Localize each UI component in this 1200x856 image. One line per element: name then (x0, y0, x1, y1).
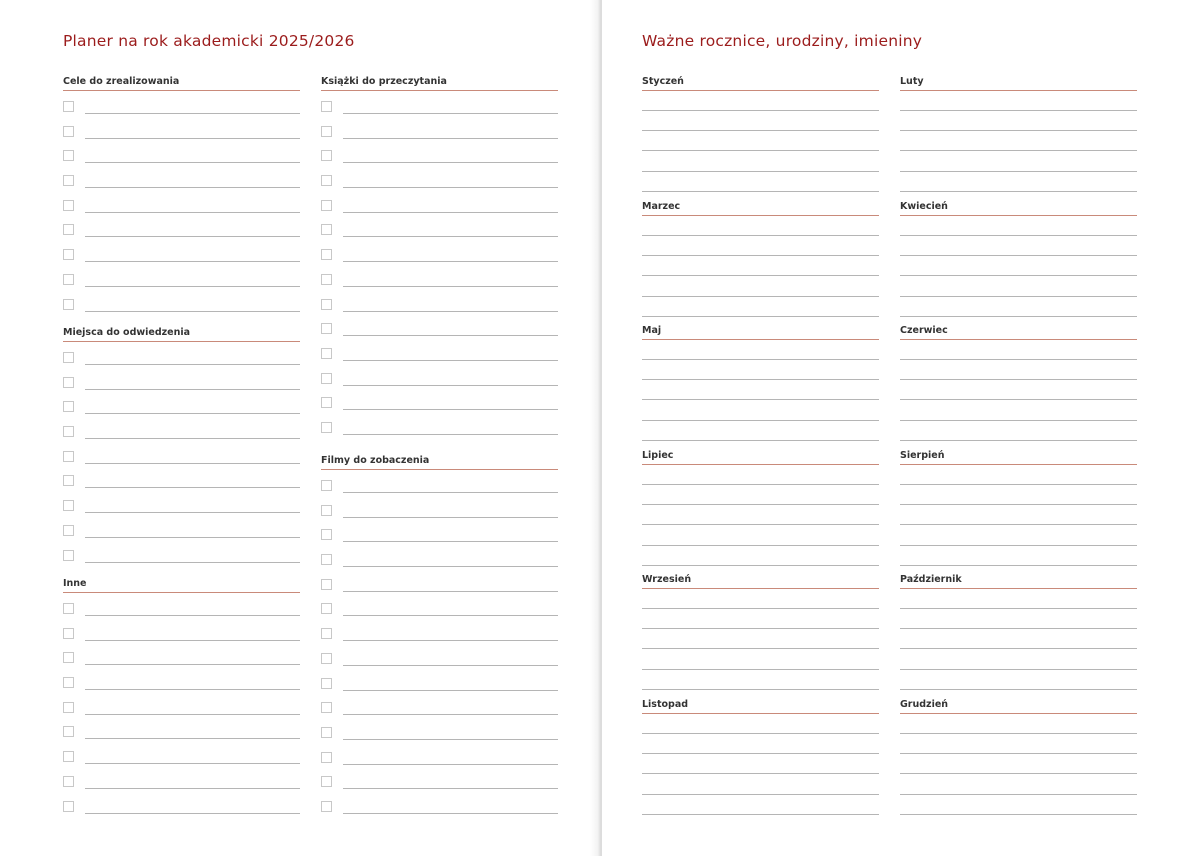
checklist-row (321, 544, 558, 569)
month-section (642, 698, 879, 815)
checkbox[interactable] (63, 726, 74, 737)
writing-row (642, 609, 879, 629)
writing-row (642, 277, 879, 297)
writing-line[interactable] (642, 814, 879, 815)
month-header: Wrzesień (642, 573, 879, 589)
writing-row (642, 340, 879, 360)
checklist-row (321, 618, 558, 643)
section-header: Książki do przeczytania (321, 75, 558, 91)
checkbox[interactable] (321, 801, 332, 812)
checklist-row (321, 264, 558, 289)
checklist-row (63, 465, 300, 490)
writing-line[interactable] (343, 640, 558, 641)
checkbox[interactable] (63, 175, 74, 186)
checklist-row (321, 519, 558, 544)
writing-row (642, 546, 879, 566)
checkbox[interactable] (321, 653, 332, 664)
writing-row (900, 546, 1137, 566)
checkbox[interactable] (321, 529, 332, 540)
checkbox[interactable] (321, 175, 332, 186)
checklist-row (321, 412, 558, 437)
checklist-row (321, 742, 558, 767)
writing-row (900, 775, 1137, 795)
month-section (642, 200, 879, 317)
checklist-row (321, 387, 558, 412)
checklist-row (321, 569, 558, 594)
writing-line[interactable] (85, 364, 300, 365)
writing-line[interactable] (85, 615, 300, 616)
checklist-row (321, 363, 558, 388)
checkbox[interactable] (321, 727, 332, 738)
left-page (0, 0, 598, 856)
checkbox[interactable] (321, 299, 332, 310)
month-header: Lipiec (642, 449, 879, 465)
checkbox[interactable] (63, 352, 74, 363)
month-section (900, 573, 1137, 690)
checkbox[interactable] (63, 426, 74, 437)
writing-line[interactable] (343, 385, 558, 386)
writing-line[interactable] (85, 562, 300, 563)
writing-line[interactable] (85, 286, 300, 287)
checklist-row (63, 593, 300, 618)
writing-line[interactable] (343, 286, 558, 287)
checklist-row (321, 140, 558, 165)
checklist-row (63, 239, 300, 264)
checklist-row (321, 495, 558, 520)
month-section (900, 200, 1137, 317)
month-header: Październik (900, 573, 1137, 589)
page-title: Planer na rok akademicki 2025/2026 (63, 32, 355, 50)
checklist-row (63, 289, 300, 314)
writing-row (900, 91, 1137, 111)
writing-line[interactable] (343, 690, 558, 691)
checklist-row (321, 717, 558, 742)
writing-row (900, 131, 1137, 151)
writing-row (642, 526, 879, 546)
checklist-row (63, 642, 300, 667)
writing-line[interactable] (85, 187, 300, 188)
writing-line[interactable] (85, 640, 300, 641)
month-section (642, 573, 879, 690)
month-header: Listopad (642, 698, 879, 714)
writing-row (642, 421, 879, 441)
writing-line[interactable] (85, 236, 300, 237)
checkbox[interactable] (63, 652, 74, 663)
checkbox[interactable] (63, 274, 74, 285)
checklist-row (63, 716, 300, 741)
writing-line[interactable] (85, 512, 300, 513)
writing-line[interactable] (343, 517, 558, 518)
writing-line[interactable] (900, 565, 1137, 566)
writing-line[interactable] (343, 714, 558, 715)
month-header: Styczeń (642, 75, 879, 91)
writing-row (642, 401, 879, 421)
checklist-row (321, 116, 558, 141)
section-other (63, 577, 300, 815)
writing-line[interactable] (642, 565, 879, 566)
checklist-row (63, 140, 300, 165)
writing-line[interactable] (642, 689, 879, 690)
writing-row (642, 131, 879, 151)
checkbox[interactable] (63, 451, 74, 462)
writing-row (642, 152, 879, 172)
checklist-row (321, 165, 558, 190)
checklist-row (321, 766, 558, 791)
section-films (321, 454, 558, 816)
writing-row (900, 505, 1137, 525)
checklist-row (321, 643, 558, 668)
writing-line[interactable] (343, 212, 558, 213)
writing-line[interactable] (343, 615, 558, 616)
checkbox[interactable] (63, 200, 74, 211)
writing-line[interactable] (343, 813, 558, 814)
month-header: Grudzień (900, 698, 1137, 714)
writing-row (900, 421, 1137, 441)
writing-line[interactable] (900, 191, 1137, 192)
writing-line[interactable] (85, 389, 300, 390)
month-header: Czerwiec (900, 324, 1137, 340)
checkbox[interactable] (63, 126, 74, 137)
writing-row (642, 589, 879, 609)
month-section (900, 75, 1137, 192)
writing-line[interactable] (642, 191, 879, 192)
checkbox[interactable] (321, 505, 332, 516)
checkbox[interactable] (63, 702, 74, 713)
checklist-row (321, 692, 558, 717)
month-section (642, 324, 879, 441)
checkbox[interactable] (321, 200, 332, 211)
writing-row (642, 734, 879, 754)
section-places (63, 326, 300, 564)
writing-line[interactable] (343, 409, 558, 410)
writing-line[interactable] (343, 788, 558, 789)
checkbox[interactable] (321, 150, 332, 161)
writing-row (642, 111, 879, 131)
checklist-row (321, 668, 558, 693)
writing-line[interactable] (85, 113, 300, 114)
writing-line[interactable] (85, 162, 300, 163)
writing-row (642, 650, 879, 670)
month-section (900, 324, 1137, 441)
checklist-row (63, 264, 300, 289)
checkbox[interactable] (321, 274, 332, 285)
checkbox[interactable] (63, 751, 74, 762)
writing-row (900, 795, 1137, 815)
checklist-row (63, 367, 300, 392)
writing-row (900, 629, 1137, 649)
checkbox[interactable] (63, 249, 74, 260)
writing-line[interactable] (343, 236, 558, 237)
checkbox[interactable] (321, 249, 332, 260)
checkbox[interactable] (321, 776, 332, 787)
writing-line[interactable] (85, 212, 300, 213)
month-section (642, 449, 879, 566)
checkbox[interactable] (321, 678, 332, 689)
writing-row (900, 734, 1137, 754)
checklist-row (321, 338, 558, 363)
checklist-row (321, 593, 558, 618)
writing-line[interactable] (85, 537, 300, 538)
checkbox[interactable] (321, 752, 332, 763)
section-header: Filmy do zobaczenia (321, 454, 558, 470)
writing-row (642, 754, 879, 774)
writing-row (642, 360, 879, 380)
writing-row (900, 216, 1137, 236)
checklist-row (63, 692, 300, 717)
checklist-row (63, 116, 300, 141)
writing-row (900, 340, 1137, 360)
checklist-row (63, 416, 300, 441)
month-section (900, 698, 1137, 815)
writing-line[interactable] (343, 739, 558, 740)
checkbox[interactable] (321, 224, 332, 235)
writing-line[interactable] (85, 487, 300, 488)
writing-row (900, 172, 1137, 192)
writing-row (900, 650, 1137, 670)
writing-line[interactable] (343, 591, 558, 592)
writing-line[interactable] (85, 664, 300, 665)
writing-row (900, 609, 1137, 629)
right-page (602, 0, 1200, 856)
checkbox[interactable] (321, 323, 332, 334)
checklist-row (63, 667, 300, 692)
writing-line[interactable] (642, 316, 879, 317)
writing-row (900, 401, 1137, 421)
checkbox[interactable] (63, 603, 74, 614)
writing-line[interactable] (85, 813, 300, 814)
writing-line[interactable] (343, 492, 558, 493)
writing-row (900, 360, 1137, 380)
checkbox[interactable] (63, 500, 74, 511)
writing-row (900, 754, 1137, 774)
checklist-row (63, 441, 300, 466)
checkbox[interactable] (321, 579, 332, 590)
checklist-row (321, 470, 558, 495)
section-header: Cele do zrealizowania (63, 75, 300, 91)
month-header: Maj (642, 324, 879, 340)
writing-line[interactable] (343, 311, 558, 312)
checkbox[interactable] (63, 224, 74, 235)
checklist-row (63, 618, 300, 643)
writing-row (900, 277, 1137, 297)
checkbox[interactable] (321, 126, 332, 137)
checklist-row (63, 391, 300, 416)
writing-line[interactable] (343, 261, 558, 262)
section-goals (63, 75, 300, 313)
month-section (642, 75, 879, 192)
checkbox[interactable] (63, 377, 74, 388)
writing-line[interactable] (343, 665, 558, 666)
writing-row (642, 236, 879, 256)
writing-line[interactable] (85, 311, 300, 312)
checkbox[interactable] (321, 603, 332, 614)
checklist-row (63, 540, 300, 565)
checklist-row (321, 313, 558, 338)
page-title: Ważne rocznice, urodziny, imieniny (642, 32, 923, 50)
writing-row (900, 236, 1137, 256)
checkbox[interactable] (321, 480, 332, 491)
checkbox[interactable] (63, 550, 74, 561)
writing-row (642, 795, 879, 815)
writing-line[interactable] (343, 138, 558, 139)
writing-row (642, 670, 879, 690)
writing-row (642, 465, 879, 485)
checklist-row (63, 91, 300, 116)
writing-line[interactable] (343, 541, 558, 542)
writing-line[interactable] (85, 788, 300, 789)
checkbox[interactable] (63, 801, 74, 812)
writing-line[interactable] (85, 438, 300, 439)
checklist-row (321, 214, 558, 239)
month-header: Kwiecień (900, 200, 1137, 216)
checklist-row (321, 239, 558, 264)
section-books (321, 75, 558, 437)
writing-line[interactable] (642, 440, 879, 441)
writing-row (642, 216, 879, 236)
checkbox[interactable] (63, 628, 74, 639)
checkbox[interactable] (63, 525, 74, 536)
checkbox[interactable] (321, 101, 332, 112)
writing-row (900, 589, 1137, 609)
writing-row (642, 172, 879, 192)
checklist-row (63, 342, 300, 367)
writing-line[interactable] (85, 261, 300, 262)
section-header: Inne (63, 577, 300, 593)
checkbox[interactable] (63, 475, 74, 486)
checkbox[interactable] (321, 373, 332, 384)
writing-row (642, 256, 879, 276)
writing-row (900, 152, 1137, 172)
writing-row (642, 505, 879, 525)
checklist-row (321, 791, 558, 816)
writing-row (642, 714, 879, 734)
writing-line[interactable] (85, 138, 300, 139)
checklist-row (321, 190, 558, 215)
writing-row (642, 380, 879, 400)
checkbox[interactable] (321, 554, 332, 565)
writing-line[interactable] (343, 187, 558, 188)
writing-row (900, 670, 1137, 690)
checkbox[interactable] (63, 677, 74, 688)
checklist-row (321, 289, 558, 314)
checkbox[interactable] (321, 628, 332, 639)
checkbox[interactable] (321, 397, 332, 408)
checkbox[interactable] (63, 776, 74, 787)
writing-row (642, 629, 879, 649)
month-header: Luty (900, 75, 1137, 91)
writing-line[interactable] (900, 316, 1137, 317)
writing-line[interactable] (343, 566, 558, 567)
checkbox[interactable] (321, 422, 332, 433)
month-section (900, 449, 1137, 566)
writing-line[interactable] (343, 764, 558, 765)
writing-line[interactable] (85, 689, 300, 690)
writing-line[interactable] (343, 360, 558, 361)
writing-line[interactable] (85, 463, 300, 464)
checklist-row (63, 490, 300, 515)
checklist-row (63, 165, 300, 190)
writing-row (900, 380, 1137, 400)
writing-line[interactable] (85, 413, 300, 414)
writing-row (642, 91, 879, 111)
writing-row (900, 111, 1137, 131)
writing-line[interactable] (85, 738, 300, 739)
writing-row (642, 297, 879, 317)
checklist-row (63, 766, 300, 791)
writing-line[interactable] (343, 335, 558, 336)
writing-line[interactable] (85, 714, 300, 715)
writing-line[interactable] (343, 162, 558, 163)
month-header: Marzec (642, 200, 879, 216)
checkbox[interactable] (63, 401, 74, 412)
checklist-row (321, 91, 558, 116)
writing-row (900, 526, 1137, 546)
writing-line[interactable] (343, 113, 558, 114)
checkbox[interactable] (63, 101, 74, 112)
checklist-row (63, 515, 300, 540)
writing-row (900, 485, 1137, 505)
writing-line[interactable] (900, 689, 1137, 690)
writing-row (900, 256, 1137, 276)
writing-row (642, 485, 879, 505)
month-header: Sierpień (900, 449, 1137, 465)
checklist-row (63, 741, 300, 766)
writing-line[interactable] (85, 763, 300, 764)
checkbox[interactable] (321, 702, 332, 713)
writing-row (642, 775, 879, 795)
checkbox[interactable] (63, 299, 74, 310)
checklist-row (63, 214, 300, 239)
checklist-row (63, 190, 300, 215)
section-header: Miejsca do odwiedzenia (63, 326, 300, 342)
checkbox[interactable] (321, 348, 332, 359)
writing-row (900, 297, 1137, 317)
checkbox[interactable] (63, 150, 74, 161)
writing-row (900, 714, 1137, 734)
checklist-row (63, 791, 300, 816)
writing-line[interactable] (343, 434, 558, 435)
writing-row (900, 465, 1137, 485)
writing-line[interactable] (900, 814, 1137, 815)
writing-line[interactable] (900, 440, 1137, 441)
